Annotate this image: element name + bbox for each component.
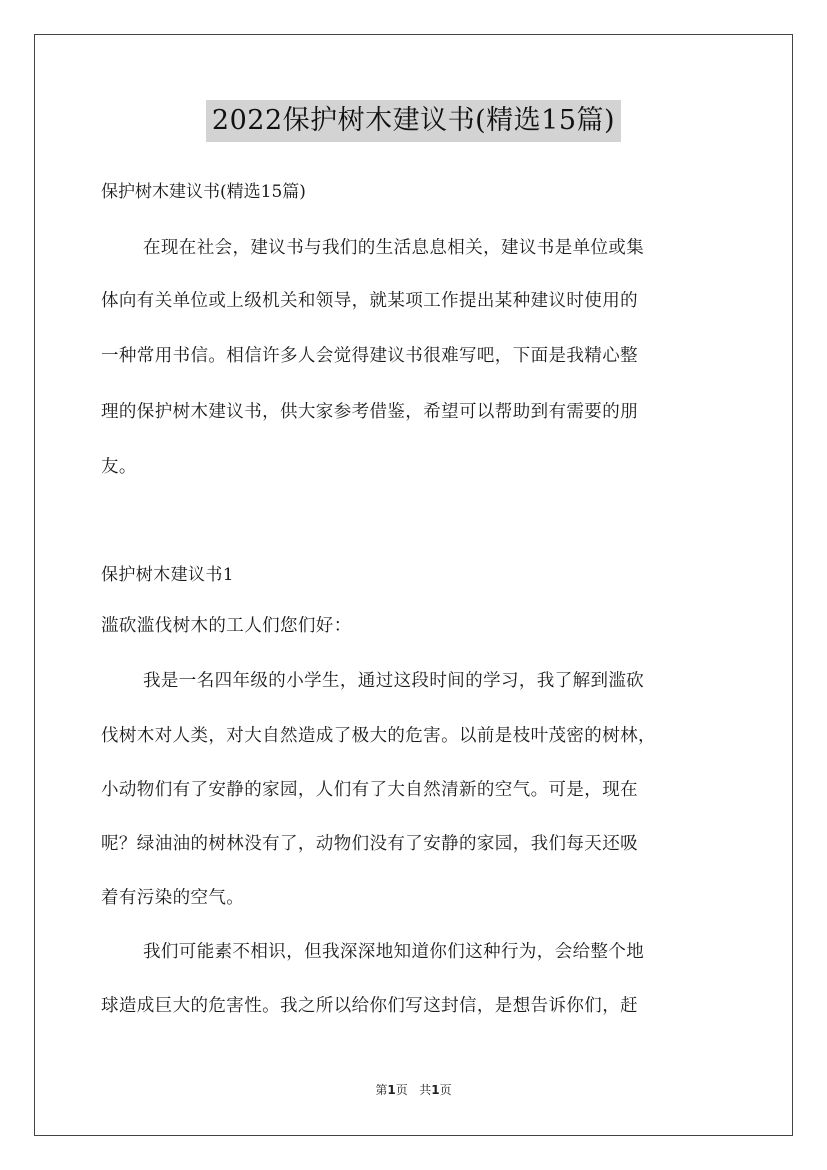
page-footer — [0, 1082, 827, 1098]
para2-line-2: 球造成巨大的危害性。我之所以给你们写这封信，是想告诉你们，赶 — [101, 996, 638, 1016]
letter-greeting: 滥砍滥伐树木的工人们您们好： — [101, 616, 352, 636]
intro-line-4: 理的保护树木建议书，供大家参考借鉴，希望可以帮助到有需要的朋 — [101, 402, 638, 422]
document-subtitle: 保护树木建议书(精选15篇) — [101, 182, 306, 202]
title-container — [0, 100, 827, 142]
footer-page-prefix: 第 — [375, 1083, 388, 1097]
footer-total-prefix: 共 — [419, 1083, 432, 1097]
intro-line-2: 体向有关单位或上级机关和领导，就某项工作提出某种建议时使用的 — [101, 291, 638, 311]
intro-line-1: 在现在社会，建议书与我们的生活息息相关，建议书是单位或集 — [143, 238, 645, 258]
intro-line-5: 友。 — [101, 457, 137, 477]
para1-line-5: 着有污染的空气。 — [101, 888, 245, 908]
para1-line-1: 我是一名四年级的小学生，通过这段时间的学习，我了解到滥砍 — [143, 671, 645, 691]
para1-line-2: 伐树木对人类，对大自然造成了极大的危害。以前是枝叶茂密的树林， — [101, 726, 656, 746]
para1-line-4: 呢？绿油油的树林没有了，动物们没有了安静的家园，我们每天还吸 — [101, 834, 638, 854]
intro-line-3: 一种常用书信。相信许多人会觉得建议书很难写吧，下面是我精心整 — [101, 346, 638, 366]
para1-line-3: 小动物们有了安静的家园，人们有了大自然清新的空气。可是，现在 — [101, 780, 638, 800]
document-title: 2022保护树木建议书(精选15篇) — [206, 100, 621, 142]
para2-line-1: 我们可能素不相识，但我深深地知道你们这种行为，会给整个地 — [143, 942, 645, 962]
footer-page-number: 1 — [387, 1083, 396, 1097]
footer-page-suffix: 页 — [395, 1083, 408, 1097]
section-heading: 保护树木建议书1 — [101, 565, 235, 585]
footer-total-suffix: 页 — [439, 1083, 452, 1097]
footer-total-number: 1 — [431, 1083, 440, 1097]
